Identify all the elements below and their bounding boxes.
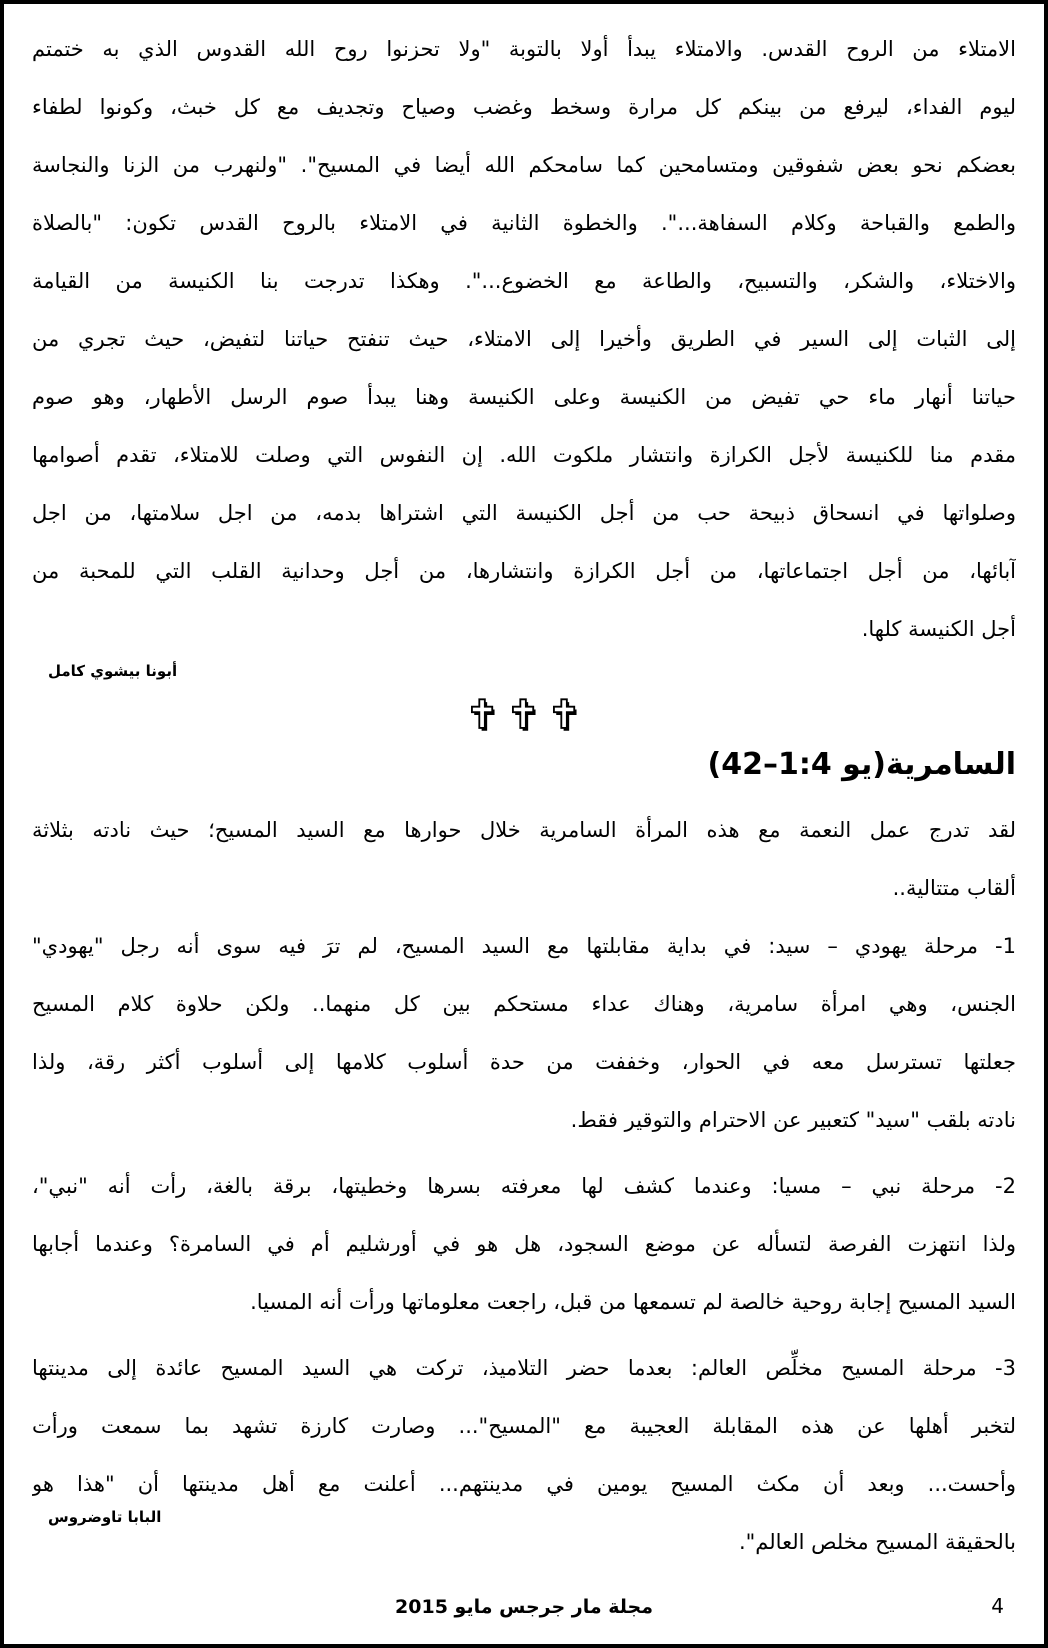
author-signature-fr-bishoy-kamel: أبونا بيشوي كامل [48,662,178,680]
text-line: 3- مرحلة المسيح مخلِّص العالم: بعدما حضر التلاميذ، تركت هي السيد المسيح عائدة إلى مدينتها [32,1356,1016,1380]
text-line: ألقاب متتالية.. [892,876,1016,900]
text-line: وأحست... وبعد أن مكث المسيح يومين في مدينتهم... أعلنت مع أهل مدينتها أن "هذا هو [32,1472,1016,1496]
footer-journal-title: مجلة مار جرجس مايو 2015 [395,1596,653,1618]
text-line: الامتلاء من الروح القدس. والامتلاء يبدأ أولا بالتوبة "ولا تحزنوا روح الله القدوس الذي به ختمتم [32,37,1016,61]
text-line: حياتنا أنهار ماء حي تفيض من الكنيسة وعلى الكنيسة وهنا يبدأ صوم الرسل الأطهار، وهو صوم [32,385,1016,409]
text-line: السيد المسيح إجابة روحية خالصة لم تسمعها من قبل، راجعت معلوماتها ورأت أنه المسيا. [250,1290,1016,1314]
text-line: آبائها، من أجل اجتماعاتها، من أجل الكرازة وانتشارها، من أجل وحدانية القلب التي للمحبة من [32,559,1016,583]
text-line: أجل الكنيسة كلها. [861,617,1016,641]
text-line: ليوم الفداء، ليرفع من بينكم كل مرارة وسخط وغضب وصياح وتجديف مع كل خبث، وكونوا لطفاء [32,95,1016,119]
text-line: مقدم منا للكنيسة لأجل الكرازة وانتشار ملكوت الله. إن النفوس التي وصلت للامتلاء، تقدم أصوامها [32,443,1016,467]
text-line: نادته بلقب "سيد" كتعبير عن الاحترام والتوقير فقط. [570,1108,1016,1132]
text-line: بالحقيقة المسيح مخلص العالم". [738,1530,1016,1554]
text-line: ولذا انتهزت الفرصة لتسأله عن موضع السجود، هل هو في أورشليم أم في السامرة؟ وعندما أجابها [32,1232,1016,1256]
text-line: 2- مرحلة نبي – مسيا: وعندما كشف لها معرفته بسرها وخطيتها، برقة بالغة، رأت أنه "نبي"، [32,1174,1016,1198]
paragraph-samaritan-intro [32,801,1016,917]
list-item-stage-1-jew-sir [32,917,1016,1149]
text-line: جعلتها تسترسل معه في الحوار، وخففت من حدة أسلوب كلامها إلى أسلوب أكثر رقة، ولذا [32,1050,1016,1074]
paragraph-holy-spirit-filling [32,20,1016,658]
text-line: لتخبر أهلها عن هذه المقابلة العجيبة مع "المسيح"... وصارت كارزة تشهد بما سمعت ورأت [32,1414,1016,1438]
list-item-stage-2-prophet-messiah [32,1157,1016,1331]
text-line: لقد تدرج عمل النعمة مع هذه المرأة السامرية خلال حوارها مع السيد المسيح؛ حيث نادته بثلاثة [32,818,1016,842]
section-divider [32,698,1016,734]
text-line: إلى الثبات إلى السير في الطريق وأخيرا إلى الامتلاء، حيث تنفتح حياتنا لتفيض، حيث تجري من [32,327,1016,351]
cross-icon [553,698,577,732]
text-line: وصلواتها في انسحاق ذبيحة حب من أجل الكنيسة التي اشتراها بدمه، من اجل سلامتها، من اجل [32,501,1016,525]
text-line: والطمع والقباحة وكلام السفاهة...". والخطوة الثانية في الامتلاء بالروح القدس تكون: "بالصلاة [32,211,1016,235]
list-item-stage-3-savior-of-world [32,1339,1016,1571]
footer-page-number: 4 [991,1594,1004,1618]
text-line: الجنس، وهي امرأة سامرية، وهناك عداء مستحكم بين كل منهما.. ولكن حلاوة كلام المسيح [32,992,1016,1016]
cross-icon [512,698,536,732]
text-line: والاختلاء، والشكر، والتسبيح، والطاعة مع الخضوع...". وهكذا تدرجت بنا الكنيسة من القيامة [32,269,1016,293]
author-signature-pope-tawadros: البابا تاوضروس [48,1508,162,1526]
text-line: 1- مرحلة يهودي – سيد: في بداية مقابلتها مع السيد المسيح، لم ترَ فيه سوى أنه رجل "يهودي" [32,934,1016,958]
text-line: بعضكم نحو بعض شفوقين ومتسامحين كما سامحكم الله أيضا في المسيح". "ولنهرب من الزنا والنجاسة [32,153,1016,177]
cross-icon [471,698,495,732]
section-heading-samaritan-woman: السامرية(يو 1:4–42) [707,747,1016,782]
